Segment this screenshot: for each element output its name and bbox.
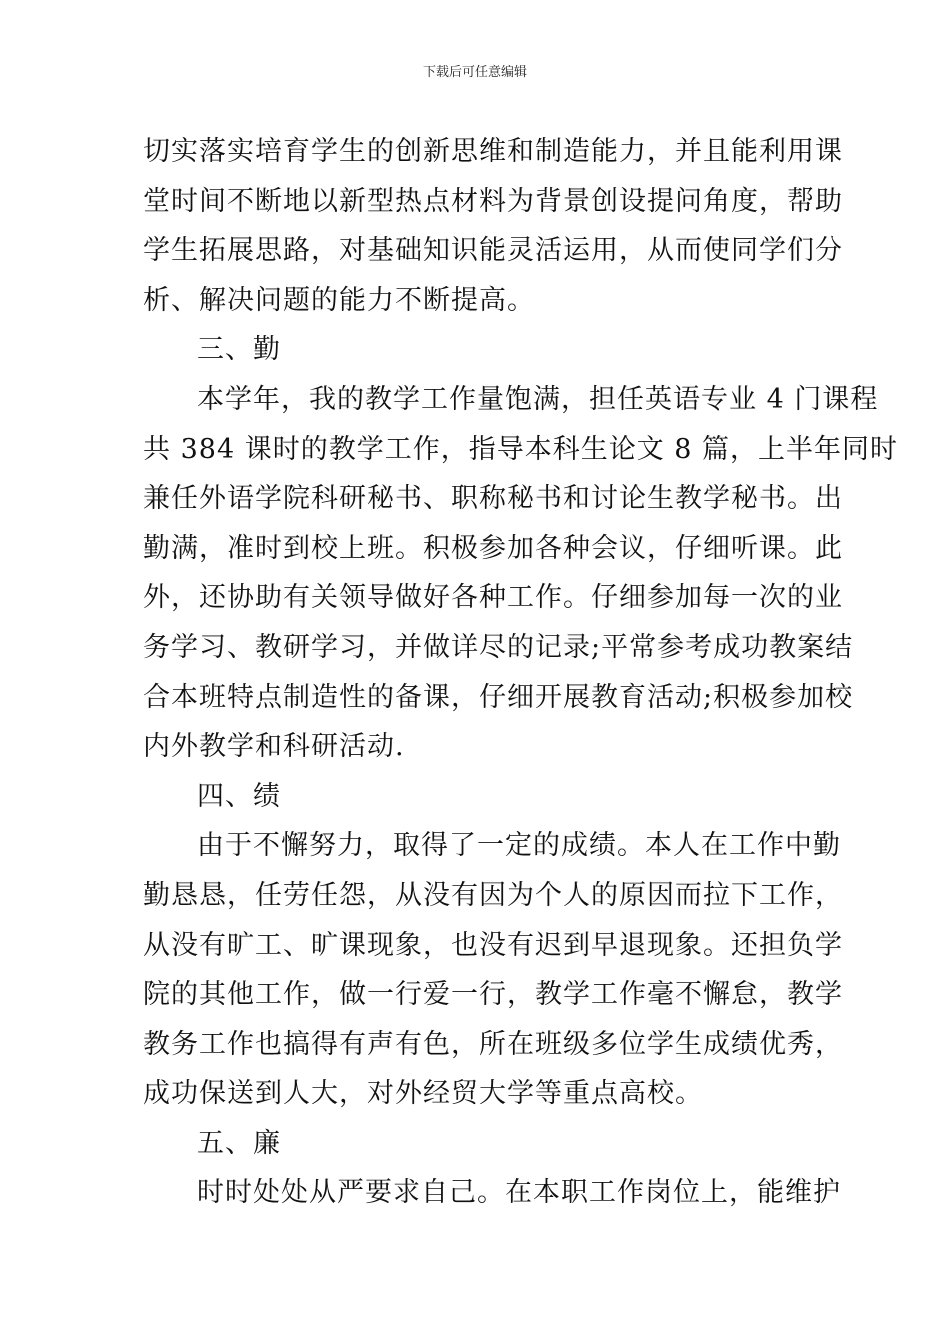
- body-line: 外，还协助有关领导做好各种工作。仔细参加每一次的业: [143, 582, 843, 614]
- body-line: 成功保送到人大，对外经贸大学等重点高校。: [143, 1078, 703, 1110]
- section-heading-lian: 五、廉: [197, 1127, 281, 1159]
- document-body: [143, 127, 899, 1218]
- body-line: 时时处处从严要求自己。在本职工作岗位上，能维护: [197, 1177, 841, 1209]
- body-line: 本学年，我的教学工作量饱满，担任英语专业 4 门课程: [197, 383, 879, 415]
- body-line: 教务工作也搞得有声有色，所在班级多位学生成绩优秀，: [143, 1028, 843, 1060]
- body-line: 从没有旷工、旷课现象，也没有迟到早退现象。还担负学: [143, 929, 843, 961]
- body-line: 院的其他工作，做一行爱一行，教学工作毫不懈怠，教学: [143, 979, 843, 1011]
- body-line: 由于不懈努力，取得了一定的成绩。本人在工作中勤: [197, 830, 841, 862]
- page-header-note: 下载后可任意编辑: [422, 65, 527, 80]
- section-heading-qin: 三、勤: [197, 334, 281, 366]
- body-line: 析、解决问题的能力不断提高。: [143, 284, 535, 316]
- body-line: 学生拓展思路，对基础知识能灵活运用，从而使同学们分: [143, 235, 843, 267]
- body-line: 共 384 课时的教学工作，指导本科生论文 8 篇，上半年同时: [143, 433, 899, 465]
- body-line: 合本班特点制造性的备课，仔细开展教育活动;积极参加校: [143, 681, 854, 713]
- section-heading-ji: 四、绩: [197, 780, 281, 812]
- body-line: 勤满，准时到校上班。积极参加各种会议，仔细听课。此: [143, 532, 843, 564]
- body-line: 内外教学和科研活动.: [143, 731, 405, 763]
- body-line: 务学习、教研学习，并做详尽的记录;平常参考成功教案结: [143, 631, 854, 663]
- body-line: 兼任外语学院科研秘书、职称秘书和讨论生教学秘书。出: [143, 483, 843, 515]
- body-line: 切实落实培育学生的创新思维和制造能力，并且能利用课: [143, 136, 843, 167]
- body-line: 堂时间不断地以新型热点材料为背景创设提问角度，帮助: [143, 185, 843, 217]
- body-line: 勤恳恳，任劳任怨，从没有因为个人的原因而拉下工作，: [143, 879, 843, 911]
